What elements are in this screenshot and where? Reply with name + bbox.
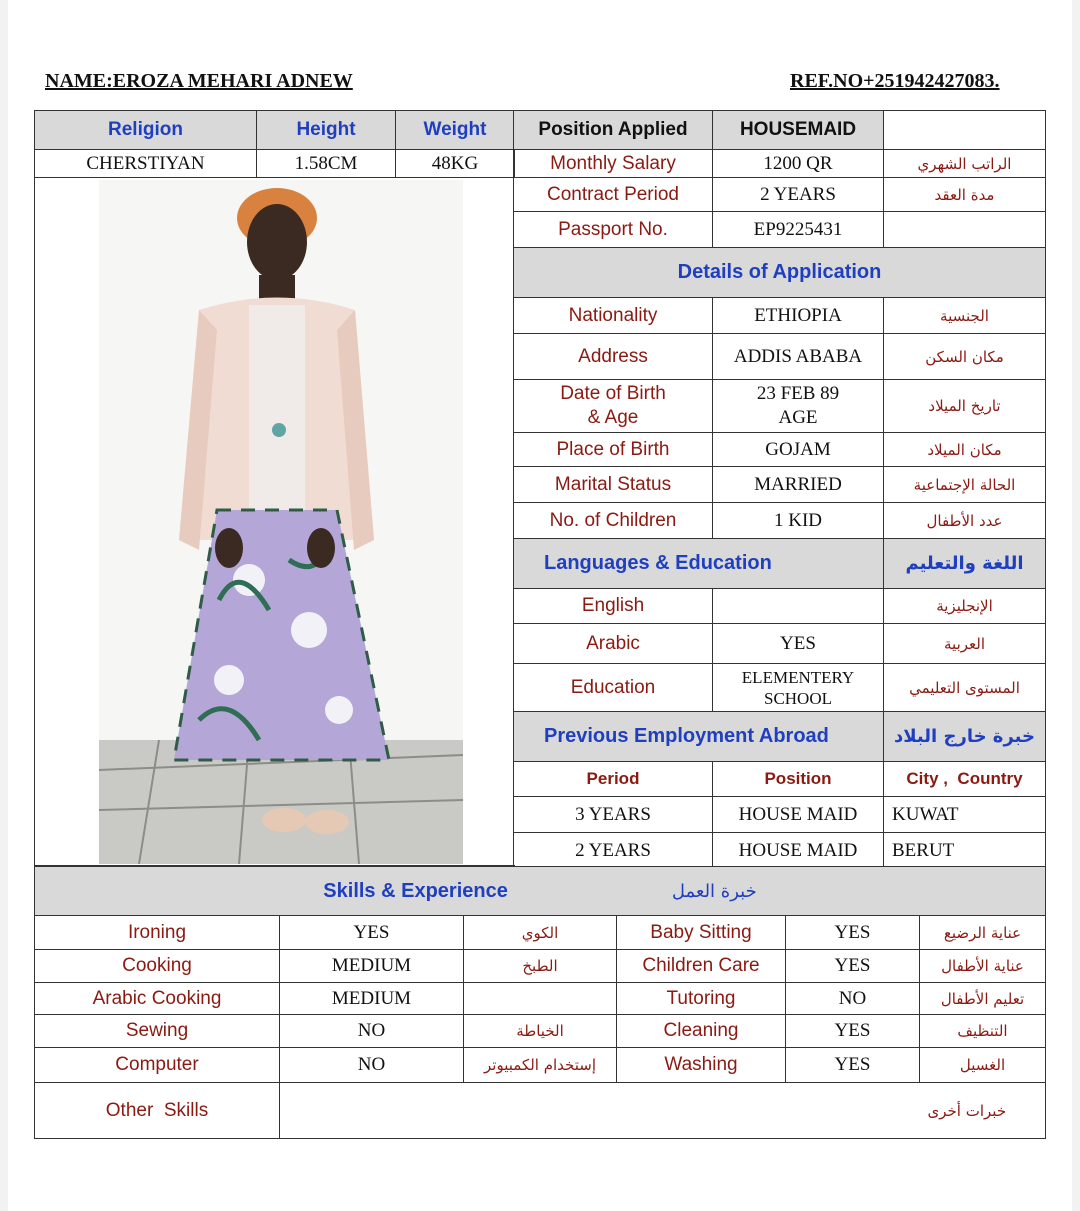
skill-ironing-ar: الكوي <box>464 916 617 950</box>
place-of-birth-label: Place of Birth <box>514 433 713 467</box>
skill-sewing-label: Sewing <box>35 1015 280 1048</box>
weight-header: Weight <box>396 111 515 150</box>
skill-tutoring-value: NO <box>786 983 920 1015</box>
skill-cooking-label: Cooking <box>35 950 280 983</box>
religion-value: CHERSTIYAN <box>35 150 257 178</box>
skill-washing-label: Washing <box>617 1048 786 1083</box>
employment-section-title: Previous Employment Abroad <box>514 712 884 762</box>
dob-label-line1: Date of Birth <box>560 383 666 404</box>
skill-cooking-ar: الطبخ <box>464 950 617 983</box>
skills-section-title-ar: خبرة العمل <box>671 880 757 902</box>
skills-table <box>34 866 1046 1139</box>
skill-ironing-label: Ironing <box>35 916 280 950</box>
education-value <box>713 664 884 712</box>
place-of-birth-value: GOJAM <box>713 433 884 467</box>
skill-baby-sitting-ar: عناية الرضيع <box>920 916 1046 950</box>
education-value-line2: SCHOOL <box>763 688 832 708</box>
skill-children-care-value: YES <box>786 950 920 983</box>
skill-baby-sitting-value: YES <box>786 916 920 950</box>
nationality-ar: الجنسية <box>884 298 1046 334</box>
dob-label-line2: & Age <box>587 407 639 428</box>
marital-status-value: MARRIED <box>713 467 884 503</box>
position-applied-value: HOUSEMAID <box>713 111 884 150</box>
skill-computer-label: Computer <box>35 1048 280 1083</box>
children-ar: عدد الأطفال <box>884 503 1046 539</box>
weight-value: 48KG <box>396 150 515 178</box>
skill-children-care-ar: عناية الأطفال <box>920 950 1046 983</box>
dob-value-date: 23 FEB 89 <box>756 383 840 404</box>
skill-cooking-value: MEDIUM <box>280 950 464 983</box>
salary-label: Monthly Salary <box>514 150 713 178</box>
passport-value: EP9225431 <box>713 212 884 248</box>
education-ar: المستوى التعليمي <box>884 664 1046 712</box>
salary-ar: الراتب الشهري <box>884 150 1046 178</box>
arabic-value: YES <box>713 624 884 664</box>
position-applied-ar <box>884 111 1046 150</box>
skill-computer-value: NO <box>280 1048 464 1083</box>
english-ar: الإنجليزية <box>884 589 1046 624</box>
employment-col-city-country: City , Country <box>884 762 1046 797</box>
dob-value-age: AGE <box>778 407 818 428</box>
other-skills-ar: خبرات أخرى <box>920 1083 1046 1139</box>
candidate-name: NAME:EROZA MEHARI ADNEW <box>45 70 353 92</box>
employment-col-position: Position <box>713 762 884 797</box>
skill-ironing-value: YES <box>280 916 464 950</box>
skill-arabic-cooking-value: MEDIUM <box>280 983 464 1015</box>
employment-row-2-period: 2 YEARS <box>514 833 713 869</box>
employment-row-2-position: HOUSE MAID <box>713 833 884 869</box>
children-value: 1 KID <box>713 503 884 539</box>
cv-sheet <box>8 0 1072 1211</box>
skills-section-title <box>35 867 1046 916</box>
employment-col-period: Period <box>514 762 713 797</box>
dob-label <box>514 380 713 433</box>
english-label: English <box>514 589 713 624</box>
address-value: ADDIS ABABA <box>713 334 884 380</box>
position-applied-label: Position Applied <box>514 111 713 150</box>
address-ar: مكان السكن <box>884 334 1046 380</box>
reference-number: REF.NO+251942427083. <box>790 70 1000 92</box>
address-label: Address <box>514 334 713 380</box>
marital-status-ar: الحالة الإجتماعية <box>884 467 1046 503</box>
height-value: 1.58CM <box>257 150 396 178</box>
dob-ar: تاريخ الميلاد <box>884 380 1046 433</box>
skill-sewing-ar: الخياطة <box>464 1015 617 1048</box>
skill-children-care-label: Children Care <box>617 950 786 983</box>
education-label: Education <box>514 664 713 712</box>
english-value <box>713 589 884 624</box>
languages-section-title: Languages & Education <box>514 539 884 589</box>
skill-cleaning-label: Cleaning <box>617 1015 786 1048</box>
passport-label: Passport No. <box>514 212 713 248</box>
place-of-birth-ar: مكان الميلاد <box>884 433 1046 467</box>
employment-row-1-period: 3 YEARS <box>514 797 713 833</box>
skill-washing-value: YES <box>786 1048 920 1083</box>
candidate-photo-drawing <box>99 180 463 864</box>
skill-arabic-cooking-label: Arabic Cooking <box>35 983 280 1015</box>
arabic-ar: العربية <box>884 624 1046 664</box>
employment-row-1-position: HOUSE MAID <box>713 797 884 833</box>
salary-value: 1200 QR <box>713 150 884 178</box>
skill-arabic-cooking-ar <box>464 983 617 1015</box>
skill-cleaning-value: YES <box>786 1015 920 1048</box>
skill-computer-ar: إستخدام الكمبيوتر <box>464 1048 617 1083</box>
religion-header: Religion <box>35 111 257 150</box>
passport-ar <box>884 212 1046 248</box>
skill-washing-ar: الغسيل <box>920 1048 1046 1083</box>
nationality-label: Nationality <box>514 298 713 334</box>
children-label: No. of Children <box>514 503 713 539</box>
languages-section-title-ar: اللغة والتعليم <box>884 539 1046 589</box>
other-skills-value <box>280 1083 920 1139</box>
marital-status-label: Marital Status <box>514 467 713 503</box>
contract-ar: مدة العقد <box>884 178 1046 212</box>
skill-sewing-value: NO <box>280 1015 464 1048</box>
contract-value: 2 YEARS <box>713 178 884 212</box>
details-section-title: Details of Application <box>514 248 1046 298</box>
nationality-value: ETHIOPIA <box>713 298 884 334</box>
skill-tutoring-ar: تعليم الأطفال <box>920 983 1046 1015</box>
skills-section-title-en: Skills & Experience <box>323 879 508 902</box>
skill-baby-sitting-label: Baby Sitting <box>617 916 786 950</box>
contract-label: Contract Period <box>514 178 713 212</box>
arabic-label: Arabic <box>514 624 713 664</box>
application-table <box>513 110 1046 869</box>
personal-stats-table <box>34 110 515 178</box>
employment-section-title-ar: خبرة خارج البلاد <box>884 712 1046 762</box>
employment-row-1-country: KUWAT <box>884 797 1046 833</box>
skill-cleaning-ar: التنظيف <box>920 1015 1046 1048</box>
dob-value <box>713 380 884 433</box>
other-skills-label: Other Skills <box>35 1083 280 1139</box>
height-header: Height <box>257 111 396 150</box>
candidate-photo <box>99 180 463 864</box>
skill-tutoring-label: Tutoring <box>617 983 786 1015</box>
employment-row-2-country: BERUT <box>884 833 1046 869</box>
education-value-line1: ELEMENTERY <box>741 667 855 687</box>
